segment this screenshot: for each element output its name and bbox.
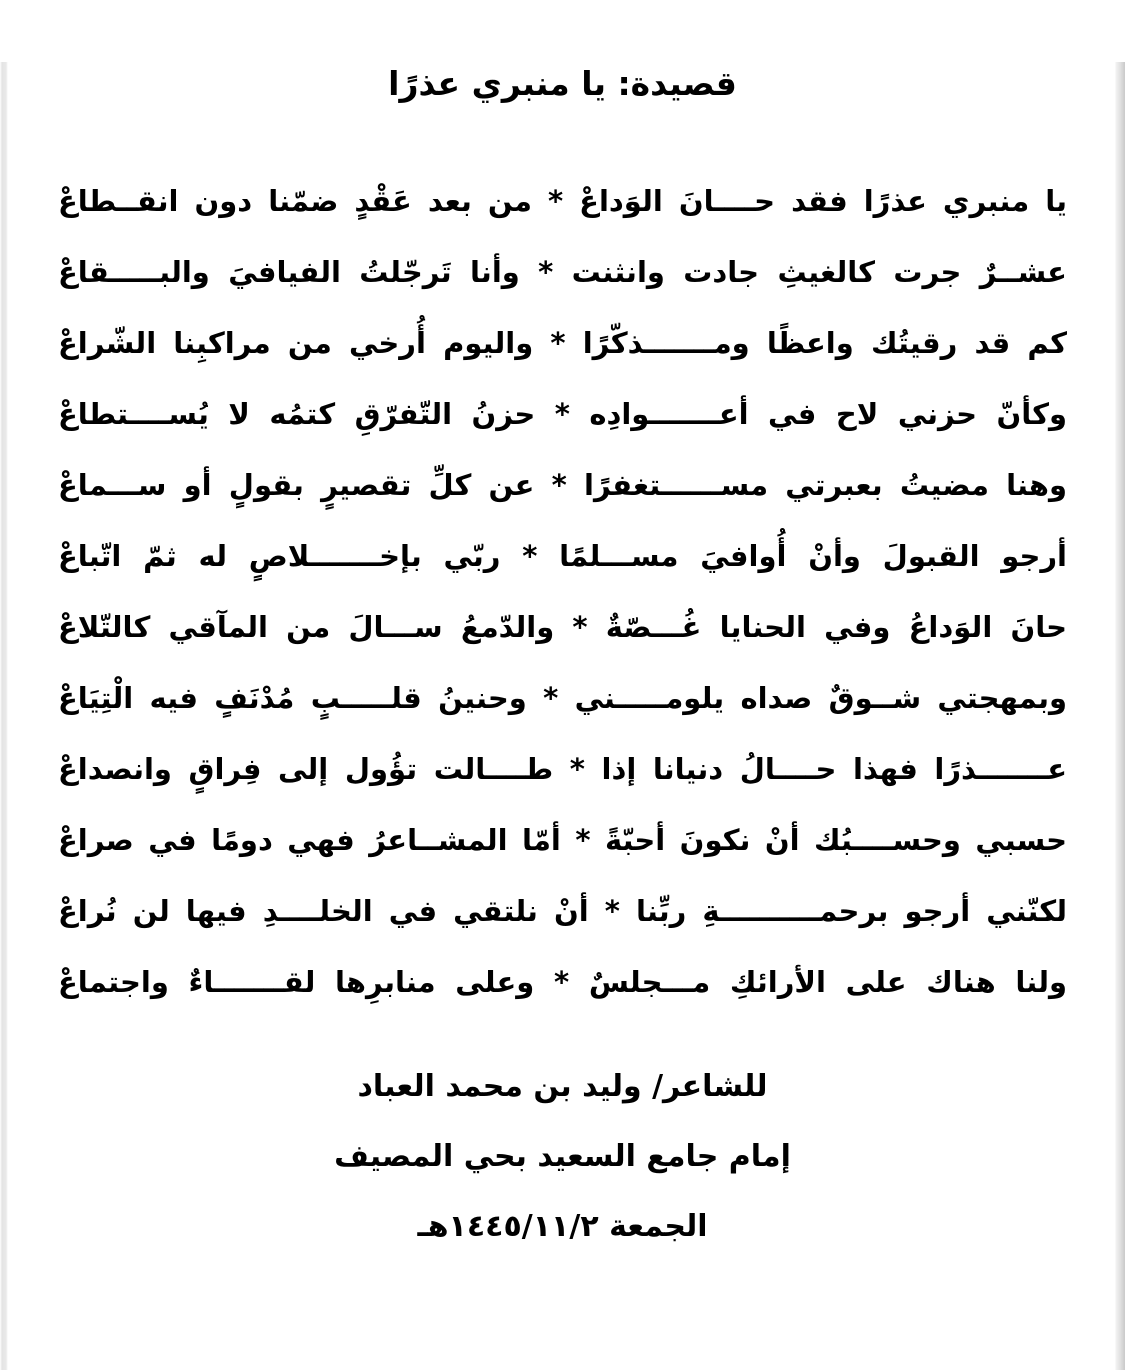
poem-document-page (0, 62, 1125, 1370)
verse-line: عشــرٌ جرت كالغيثِ جادت وانثنت * وأنا تَرجّلتُ الفيافيَ والبـــــقاعْ (58, 255, 1067, 289)
verse-line: وهنا مضيتُ بعبرتي مســــــتغفرًا * عن كلِّ تقصيرٍ بقولٍ أو ســـماعْ (58, 468, 1067, 502)
verse-line: وكأنّ حزني لاح في أعـــــــوادِه * حزنُ التّفرّقِ كتمُه لا يُســــتطاعْ (58, 397, 1067, 431)
poem-footer (58, 1052, 1067, 1262)
verse-line: يا منبري عذرًا فقد حــــانَ الوَداعْ * من بعد عَقْدٍ ضمّنا دون انقــطاعْ (58, 184, 1067, 218)
page-edge-left (0, 62, 8, 1370)
verse-line: حسبي وحســــبُك أنْ نكونَ أحبّةً * أمّا المشــاعرُ فهي دومًا في صراعْ (58, 823, 1067, 857)
poem-title: قصيدة: يا منبري عذرًا (388, 64, 737, 103)
verse-line: حانَ الوَداعُ وفي الحنايا غُـــصّةٌ * والدّمعُ ســـالَ من المآقي كالتّلاعْ (58, 610, 1067, 644)
document-content (0, 62, 1125, 1262)
poet-role-line: إمام جامع السعيد بحي المصيف (334, 1139, 791, 1174)
verse-line: لكنّني أرجو برحمــــــــــةِ ربِّنا * أنْ نلتقي في الخلــــدِ فيها لن نُراعْ (58, 894, 1067, 928)
poet-name-line: للشاعر/ وليد بن محمد العباد (357, 1069, 768, 1104)
poem-body (58, 166, 1067, 1018)
verse-line: ولنا هناك على الأرائكِ مـــجلسٌ * وعلى منابرِها لقـــــــاءٌ واجتماعْ (58, 965, 1067, 999)
page-edge-right (1115, 62, 1125, 1370)
date-line: الجمعة ١٤٤٥/١١/٢هـ (417, 1209, 708, 1244)
verse-line: أرجو القبولَ وأنْ أُوافيَ مســـلمًا * ربّي بإخـــــــلاصٍ له ثمّ اتّباعْ (58, 539, 1067, 573)
verse-line: كم قد رقيتُك واعظًا ومـــــــذكّرًا * واليوم أُرخي من مراكبِنا الشّراعْ (58, 326, 1067, 360)
verse-line: عـــــــذرًا فهذا حــــالُ دنيانا إذا * طــــالت تؤُول إلى فِراقٍ وانصداعْ (58, 752, 1067, 786)
verse-line: وبمهجتي شــوقٌ صداه يلومـــــني * وحنينُ قلـــــبٍ مُدْنَفٍ فيه الْتِيَاعْ (58, 681, 1067, 715)
